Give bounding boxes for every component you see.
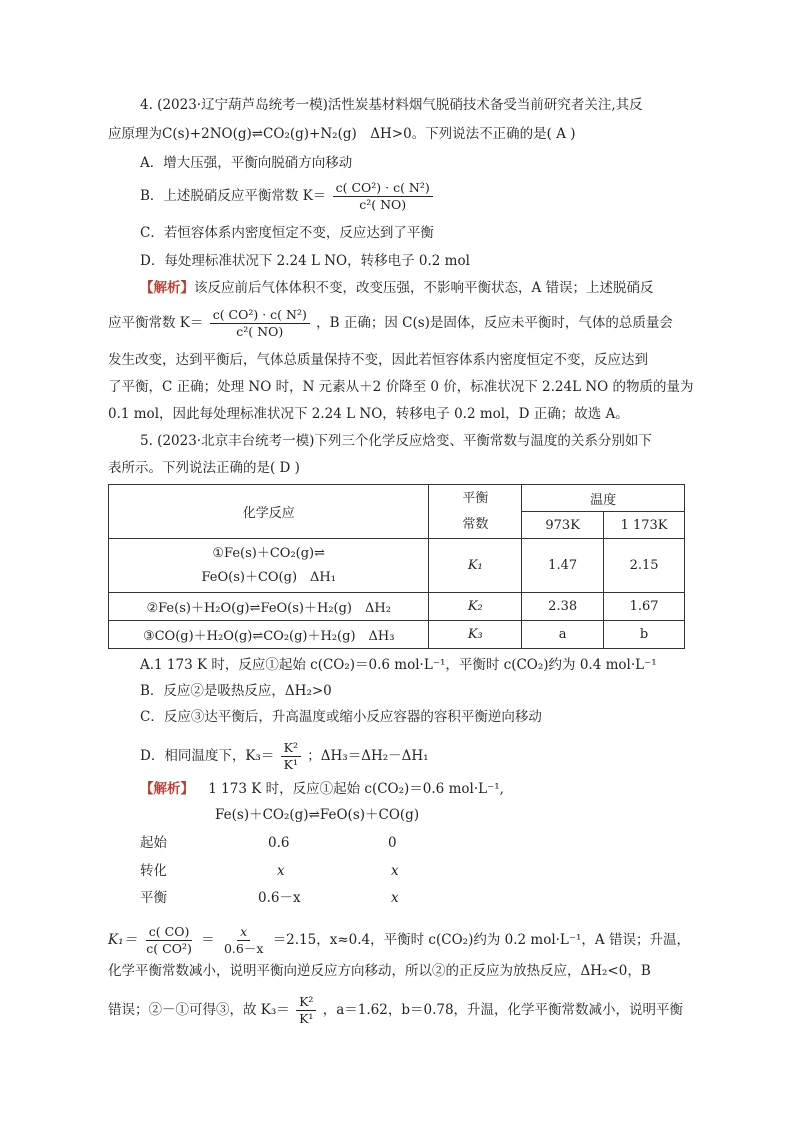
q5-analysis-equation: Fe(s)＋CO₂(g)⇌FeO(s)＋CO(g) bbox=[215, 807, 420, 823]
q5-analysis-line1 bbox=[140, 779, 504, 799]
q5-option-d-fraction bbox=[281, 740, 301, 773]
q5-option-d-numerator: K² bbox=[281, 740, 301, 757]
q4-option-b-fraction bbox=[333, 180, 433, 213]
q5-option-d-post: ；ΔH₃＝ΔH₂－ΔH₁ bbox=[307, 748, 429, 764]
q4-analysis-line3: 发生改变，达到平衡后，气体总质量保持不变，因此若恒容体系内密度恒定不变，反应达到 bbox=[108, 352, 648, 368]
q5-k1-numerator1: c( CO) bbox=[146, 924, 193, 941]
header-k-line1: 平衡 bbox=[462, 490, 489, 506]
q4-analysis-fraction bbox=[210, 307, 310, 340]
ice-row-change-label: 转化 bbox=[140, 863, 167, 879]
q5-analysis-line3 bbox=[108, 924, 690, 957]
reaction-3-1173: b bbox=[604, 621, 685, 649]
reaction-3-973: a bbox=[522, 621, 604, 649]
reaction-1-line1: ①Fe(s)＋CO₂(g)⇌ bbox=[212, 545, 326, 561]
q5-option-d bbox=[140, 740, 429, 773]
q4-analysis-numerator: c( CO²) · c( N²) bbox=[210, 307, 310, 324]
q5-option-c: C．反应③达平衡后，升高温度或缩小反应容器的容积平衡逆向移动 bbox=[140, 709, 542, 725]
q4-option-b bbox=[140, 180, 435, 213]
q5-option-b: B．反应②是吸热反应，ΔH₂>0 bbox=[140, 683, 332, 699]
q4-analysis-text2-post: ，B 正确；因 C(s)是固体，反应未平衡时，气体的总质量会 bbox=[316, 315, 673, 331]
reaction-1-1173: 2.15 bbox=[604, 539, 685, 593]
q4-option-b-numerator: c( CO²) · c( N²) bbox=[333, 180, 433, 197]
q5-k3-numerator: K² bbox=[296, 994, 316, 1011]
q5-analysis-text1: 1 173 K 时，反应①起始 c(CO₂)＝0.6 mol·L⁻¹, bbox=[208, 781, 504, 797]
ice-row-change-v2: x bbox=[391, 863, 399, 879]
reaction-3-k: K₃ bbox=[429, 621, 522, 649]
reaction-2-k: K₂ bbox=[429, 593, 522, 621]
reaction-1-973: 1.47 bbox=[522, 539, 604, 593]
q5-analysis-text5-post: ，a＝1.62，b＝0.78，升温，化学平衡常数减小，说明平衡 bbox=[322, 1002, 684, 1018]
q5-k1-equals: ＝ bbox=[201, 932, 215, 948]
ice-row-eq-v1: 0.6－x bbox=[258, 890, 301, 906]
reaction-1-k: K₁ bbox=[429, 539, 522, 593]
q4-option-b-text: B．上述脱硝反应平衡常数 K＝ bbox=[140, 188, 327, 204]
ice-row-eq-label: 平衡 bbox=[140, 890, 167, 906]
q5-k1-fraction2 bbox=[221, 924, 266, 957]
ice-row-start-v1: 0.6 bbox=[268, 835, 290, 851]
q5-option-a: A.1 173 K 时，反应①起始 c(CO₂)＝0.6 mol·L⁻¹，平衡时 c(CO₂)约为 0.4 mol·L⁻¹ bbox=[140, 657, 657, 673]
equilibrium-table bbox=[108, 484, 685, 649]
q5-k1-fraction1 bbox=[143, 924, 195, 957]
reaction-2-1173: 1.67 bbox=[604, 593, 685, 621]
q4-analysis-line4: 了平衡，C 正确；处理 NO 时，N 元素从＋2 价降至 0 价，标准状况下 2.24L NO 的物质的量为 bbox=[108, 379, 694, 395]
q5-k3-denominator: K¹ bbox=[299, 1011, 314, 1026]
reaction-1-line2: FeO(s)＋CO(g) ΔH₁ bbox=[201, 569, 336, 585]
q4-option-d: D．每处理标准状况下 2.24 L NO，转移电子 0.2 mol bbox=[140, 253, 470, 269]
q5-analysis-text3: ＝2.15，x≈0.4，平衡时 c(CO₂)约为 0.2 mol·L⁻¹，A 错误；升温， bbox=[272, 932, 690, 948]
q5-k3-fraction bbox=[296, 994, 316, 1027]
q5-k1-denominator2: 0.6－x bbox=[223, 941, 264, 956]
q5-option-d-denominator: K¹ bbox=[283, 757, 298, 772]
q5-stem-line2: 表所示。下列说法正确的是( D ) bbox=[108, 460, 300, 476]
q5-k1-denominator1: c( CO²) bbox=[146, 941, 192, 956]
reaction-1 bbox=[109, 539, 429, 593]
ice-row-eq-v2: x bbox=[391, 890, 399, 906]
q5-option-d-pre: D．相同温度下，K₃＝ bbox=[140, 748, 275, 764]
q4-stem-line1: 4. (2023·辽宁葫芦岛统考一模)活性炭基材料烟气脱硝技术备受当前研究者关注,其反 bbox=[140, 97, 643, 113]
q5-analysis-line4: 化学平衡常数减小，说明平衡向逆反应方向移动，所以②的正反应为放热反应，ΔH₂<0，B bbox=[108, 963, 651, 979]
q4-analysis-label: 【解析】 bbox=[140, 280, 194, 296]
q4-analysis-line1 bbox=[140, 278, 654, 298]
header-reaction: 化学反应 bbox=[109, 485, 429, 539]
q4-option-c: C．若恒容体系内密度恒定不变，反应达到了平衡 bbox=[140, 225, 434, 241]
ice-row-start-label: 起始 bbox=[140, 835, 167, 851]
reaction-2-973: 2.38 bbox=[522, 593, 604, 621]
q4-option-a: A．增大压强，平衡向脱硝方向移动 bbox=[140, 155, 353, 171]
q5-k1-label: K₁＝ bbox=[108, 932, 137, 948]
q4-stem-line2: 应原理为C(s)+2NO(g)⇌CO₂(g)+N₂(g) ΔH>0。下列说法不正确的是( A ) bbox=[108, 126, 576, 142]
q5-analysis-line5 bbox=[108, 994, 683, 1027]
ice-row-change-v1: x bbox=[277, 863, 285, 879]
header-temp-1173: 1 173K bbox=[604, 512, 685, 539]
q5-analysis-text5-pre: 错误；②－①可得③，故 K₃＝ bbox=[108, 1002, 290, 1018]
q4-analysis-denominator: c²( NO) bbox=[236, 324, 284, 339]
q4-option-b-denominator: c²( NO) bbox=[359, 197, 407, 212]
ice-row-start-v2: 0 bbox=[388, 835, 397, 851]
reaction-2: ②Fe(s)＋H₂O(g)⇌FeO(s)＋H₂(g) ΔH₂ bbox=[109, 593, 429, 621]
q5-stem-line1: 5. (2023·北京丰台统考一模)下列三个化学反应焓变、平衡常数与温度的关系分别如下 bbox=[140, 433, 652, 449]
q4-analysis-line2 bbox=[108, 307, 673, 340]
q5-analysis-label: 【解析】 bbox=[140, 781, 194, 797]
header-k-line2: 常数 bbox=[462, 516, 489, 532]
q5-k1-numerator2: x bbox=[237, 924, 250, 941]
header-temperature: 温度 bbox=[522, 485, 685, 512]
reaction-3: ③CO(g)＋H₂O(g)⇌CO₂(g)＋H₂(g) ΔH₃ bbox=[109, 621, 429, 649]
q4-analysis-text2-pre: 应平衡常数 K＝ bbox=[108, 315, 204, 331]
q4-analysis-text1: 该反应前后气体体积不变，改变压强，不影响平衡状态，A 错误；上述脱硝反 bbox=[194, 280, 654, 296]
q4-analysis-line5: 0.1 mol，因此每处理标准状况下 2.24 L NO，转移电子 0.2 mol，D 正确；故选 A。 bbox=[108, 406, 629, 422]
header-temp-973: 973K bbox=[522, 512, 604, 539]
header-equilibrium-constant bbox=[429, 485, 522, 539]
